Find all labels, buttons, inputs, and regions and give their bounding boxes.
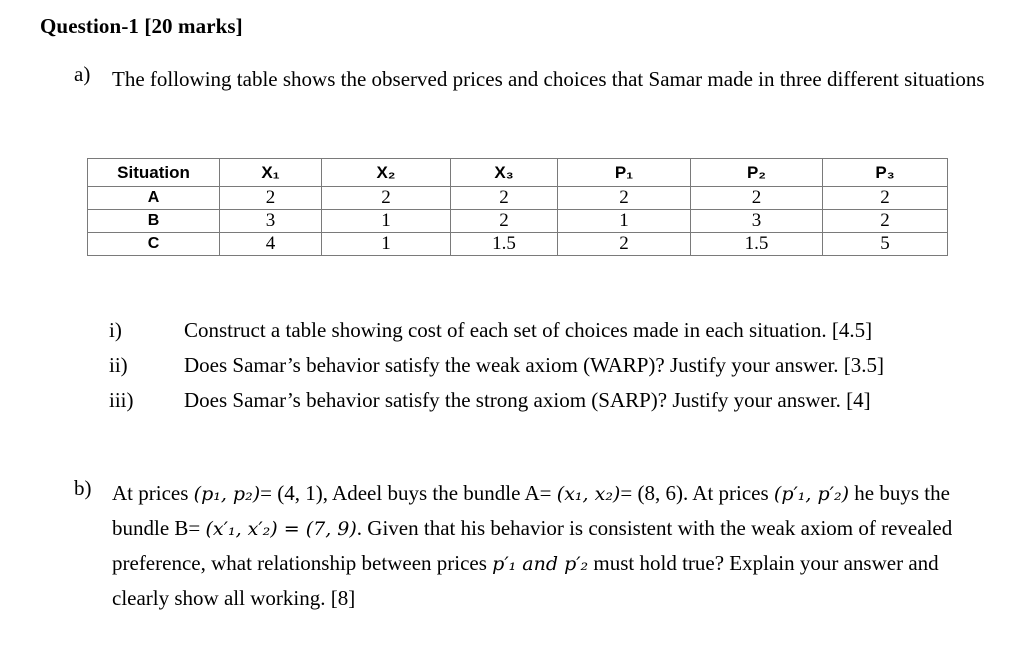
bundle-a-symbol: (x₁, x₂)	[556, 483, 621, 505]
prices-prime-symbol: (p′₁, p′₂)	[773, 483, 850, 505]
table-cell: 1.5	[451, 233, 558, 256]
part-a-label: a)	[74, 62, 91, 86]
part-b-text-6: must hold true? Explain your answer and clearly show all working. [8]	[112, 551, 939, 610]
subquestion-text: Does Samar’s behavior satisfy the weak axiom (WARP)? Justify your answer. [3.5]	[184, 353, 885, 377]
part-b-text	[112, 476, 992, 615]
table-row	[88, 210, 948, 233]
table-cell: 5	[823, 233, 948, 256]
and-word: and	[516, 553, 565, 575]
part-b-text-1: At prices	[112, 481, 194, 505]
col-header-p3: P₃	[823, 159, 948, 187]
table-cell: 2	[691, 187, 823, 210]
col-header-x1: X₁	[220, 159, 322, 187]
part-b-text-5: . Given that his behavior is consistent with the weak axiom of revealed preference, what relationship between prices	[112, 516, 953, 575]
part-b-label: b)	[74, 476, 92, 500]
subquestion-text: Does Samar’s behavior satisfy the strong axiom (SARP)? Justify your answer. [4]	[184, 388, 871, 412]
p2-prime-symbol: p′₂	[564, 553, 589, 575]
col-header-p1: P₁	[558, 159, 691, 187]
table-cell: 3	[220, 210, 322, 233]
table-cell: 4	[220, 233, 322, 256]
subquestion-number: i)	[109, 318, 122, 342]
bundle-b-symbol: (x′₁, x′₂) = (7, 9)	[205, 518, 357, 540]
part-b-text-2: = (4, 1), Adeel buys the bundle A=	[260, 481, 557, 505]
table-header-row	[88, 159, 948, 187]
table-cell: 2	[451, 187, 558, 210]
table-cell: 2	[451, 210, 558, 233]
part-b-text-3: = (8, 6). At prices	[620, 481, 774, 505]
part-b-text-4: he buys the bundle B=	[112, 481, 950, 540]
prices-symbol: (p₁, p₂)	[193, 483, 261, 505]
subquestion-number: ii)	[109, 353, 128, 377]
col-header-x3: X₃	[451, 159, 558, 187]
table-cell: A	[88, 187, 220, 210]
choices-table	[87, 158, 948, 256]
part-a-text: The following table shows the observed prices and choices that Samar made in three different situations	[112, 67, 985, 91]
table-cell: 2	[220, 187, 322, 210]
table-cell: 3	[691, 210, 823, 233]
table-cell: 1.5	[691, 233, 823, 256]
table-row	[88, 233, 948, 256]
question-heading: Question-1 [20 marks]	[40, 14, 243, 38]
col-header-situation: Situation	[88, 159, 220, 187]
subquestion-text: Construct a table showing cost of each set of choices made in each situation. [4.5]	[184, 318, 873, 342]
table-cell: 2	[322, 187, 451, 210]
p1-prime-symbol: p′₁	[492, 553, 517, 575]
table-cell: 1	[322, 210, 451, 233]
table-cell: B	[88, 210, 220, 233]
table-cell: 2	[558, 187, 691, 210]
col-header-p2: P₂	[691, 159, 823, 187]
table-cell: 2	[823, 210, 948, 233]
table-cell: C	[88, 233, 220, 256]
table-cell: 1	[558, 210, 691, 233]
subquestion-number: iii)	[109, 388, 134, 412]
table-cell: 2	[823, 187, 948, 210]
table-cell: 2	[558, 233, 691, 256]
col-header-x2: X₂	[322, 159, 451, 187]
table-row	[88, 187, 948, 210]
table-cell: 1	[322, 233, 451, 256]
